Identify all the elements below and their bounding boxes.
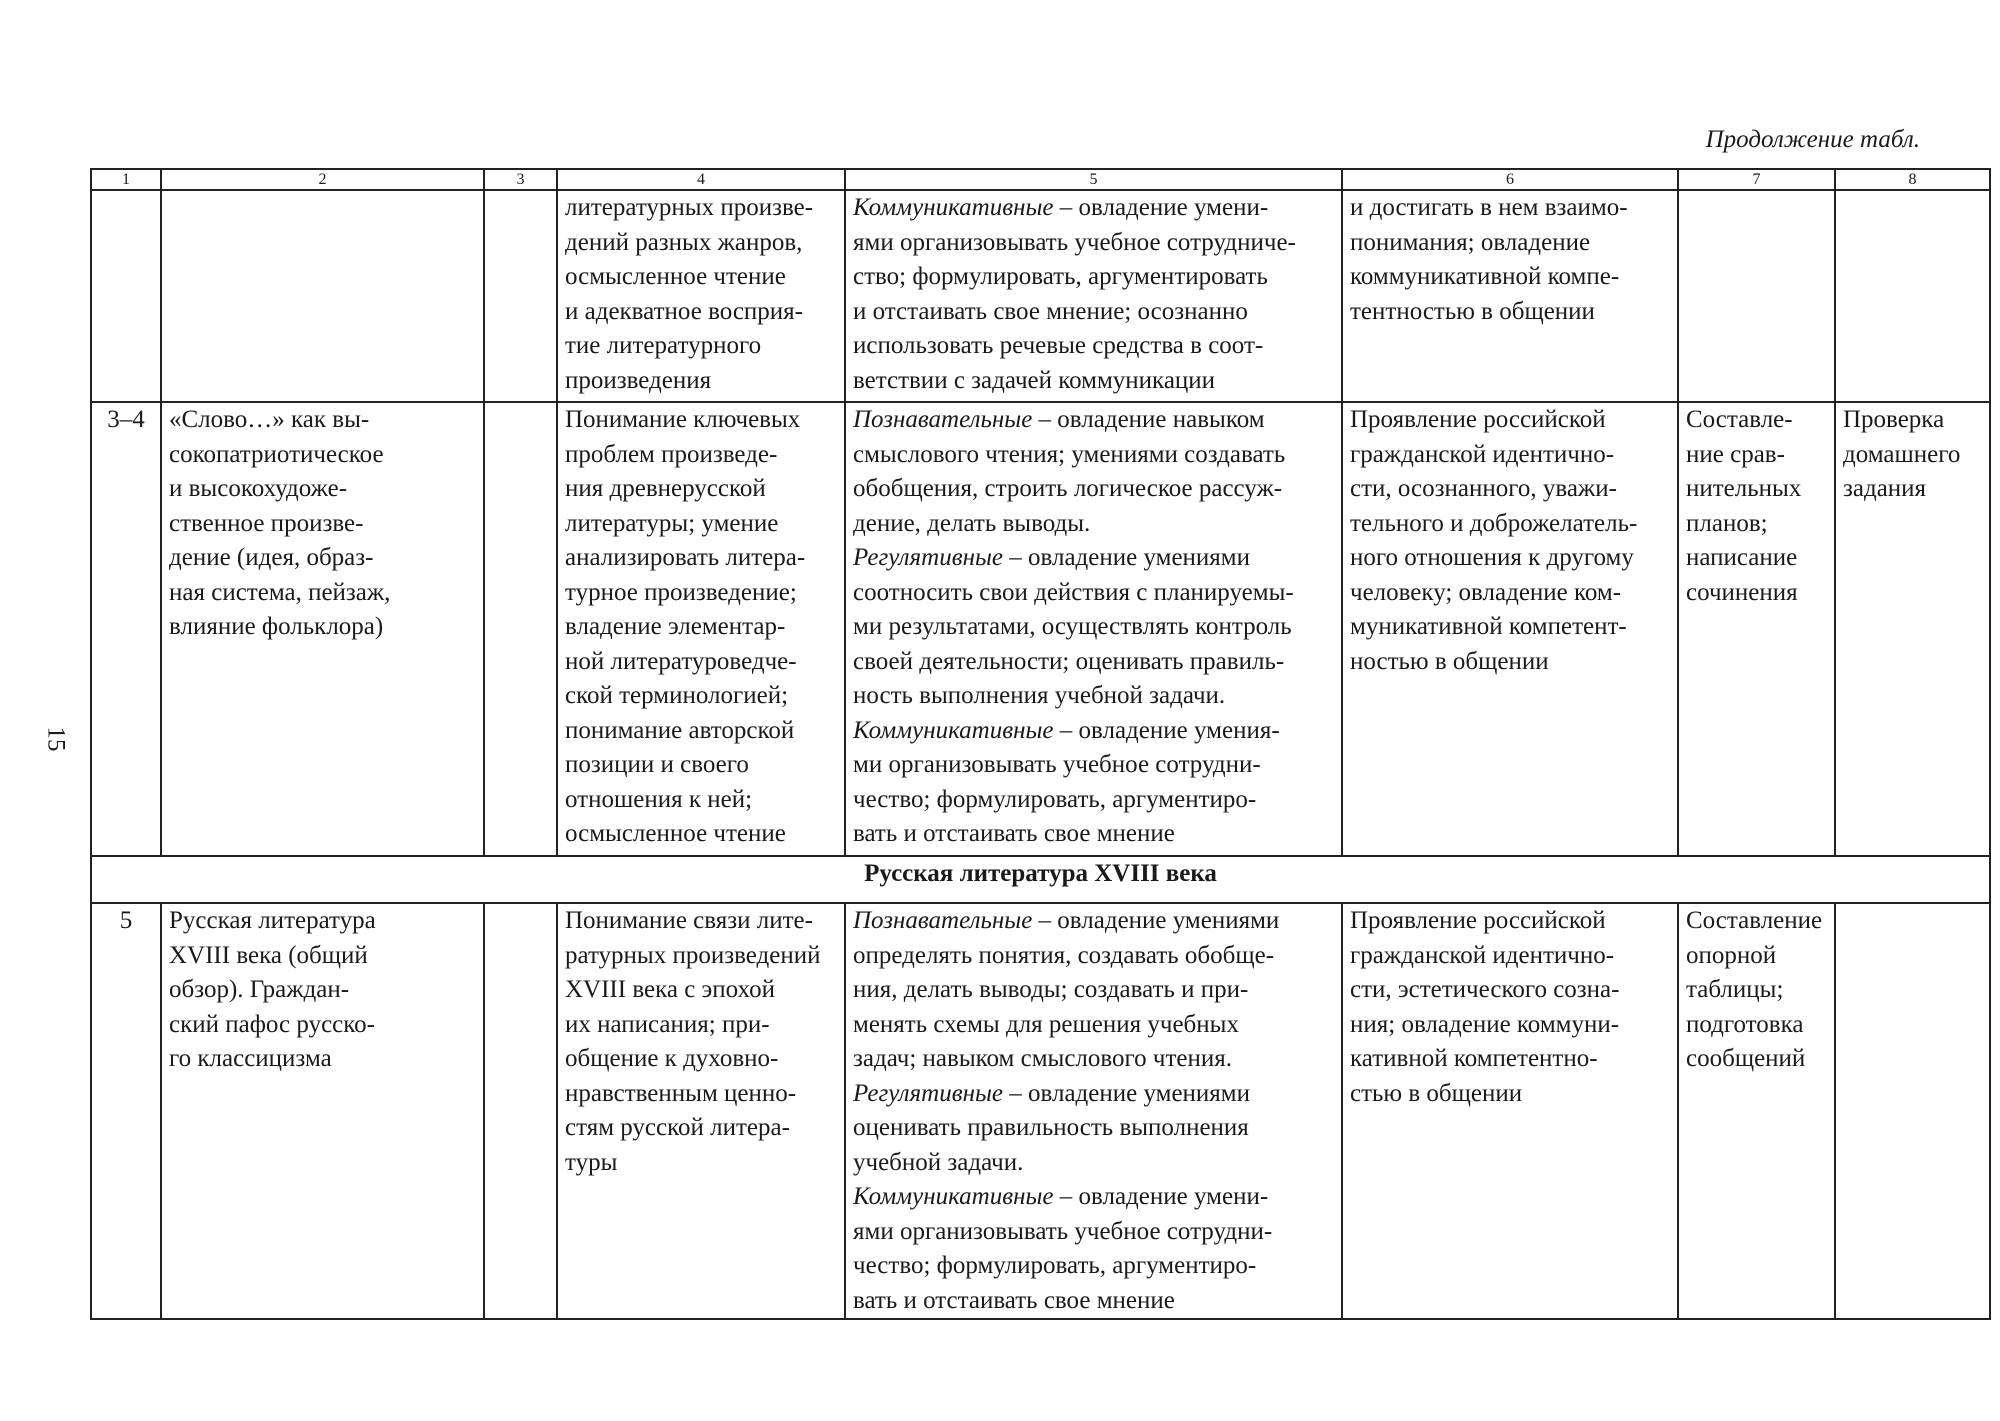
hours-cell xyxy=(484,903,557,1319)
topic-cell xyxy=(161,903,484,1319)
cell-text-line: ский пафос русско- xyxy=(169,1010,375,1038)
cell-text-line: нительных xyxy=(1686,475,1802,502)
cell-text-line: обзор). Граждан- xyxy=(169,976,350,1003)
cell-text-line: написание xyxy=(1686,544,1798,571)
column-number: 8 xyxy=(1835,169,1990,190)
meta-results-cell xyxy=(845,402,1342,856)
subject-results-cell xyxy=(557,402,845,856)
cell-text-line: ями организовывать учебное сотрудни- xyxy=(853,1217,1273,1245)
subject-results-cell xyxy=(557,190,845,402)
table-row xyxy=(91,402,1990,856)
meta-result-label: Коммуникативные xyxy=(853,1183,1054,1210)
cell-text-line: задач; навыком смыслового чтения. xyxy=(853,1045,1233,1072)
activities-cell xyxy=(1678,190,1835,402)
cell-text-line: и отстаивать свое мнение; осознанно xyxy=(853,297,1248,325)
meta-result-first-line xyxy=(853,191,1334,226)
meta-result-label: Коммуникативные xyxy=(853,716,1054,744)
meta-result-text: – овладение умени- xyxy=(1053,194,1269,221)
personal-results-cell xyxy=(1342,903,1678,1319)
cell-text-line: ми результатами, осуществлять контроль xyxy=(853,613,1292,640)
cell-text-line: человеку; овладение ком- xyxy=(1350,578,1622,606)
control-cell xyxy=(1835,402,1990,856)
topic-cell xyxy=(161,190,484,402)
cell-text-line: гражданской идентично- xyxy=(1350,440,1615,468)
cell-text-line: кативной компетентно- xyxy=(1350,1045,1598,1072)
cell-text-line: ного отношения к другому xyxy=(1350,544,1634,571)
cell-text-line: ностью в общении xyxy=(1350,647,1549,675)
column-number: 1 xyxy=(91,169,161,190)
cell-text-line: и адекватное восприя- xyxy=(565,297,804,325)
cell-text-line: смыслового чтения; умениями создавать xyxy=(853,440,1286,468)
cell-text-line: осмысленное чтение xyxy=(565,263,786,290)
cell-text-line: ственное произве- xyxy=(169,509,364,537)
cell-text-line: и высокохудоже- xyxy=(169,475,348,502)
cell-text-line: Составле- xyxy=(1686,406,1793,433)
cell-text-line: дение, делать выводы. xyxy=(853,509,1091,537)
column-number: 6 xyxy=(1342,169,1678,190)
cell-text-line: сти, осознанного, уважи- xyxy=(1350,475,1617,502)
cell-text-line: произведения xyxy=(565,366,712,394)
cell-text-line: проблем произведе- xyxy=(565,440,778,468)
column-number: 4 xyxy=(557,169,845,190)
cell-text-line: вать и отстаивать свое мнение xyxy=(853,1286,1175,1314)
cell-text-line: менять схемы для решения учебных xyxy=(853,1010,1239,1038)
lesson-plan-table xyxy=(90,168,1991,1320)
activities-cell xyxy=(1678,903,1835,1319)
cell-text-line: Понимание связи лите- xyxy=(565,907,813,934)
lesson-number-cell: 5 xyxy=(91,903,161,1319)
cell-text-line: ная система, пейзаж, xyxy=(169,578,391,606)
hours-cell xyxy=(484,402,557,856)
column-number: 7 xyxy=(1678,169,1835,190)
meta-result-first-line xyxy=(853,904,1334,939)
cell-text-line: общение к духовно- xyxy=(565,1045,779,1072)
cell-text-line: отношения к ней; xyxy=(565,785,753,813)
cell-text-line: ния древнерусской xyxy=(565,475,766,502)
personal-results-cell xyxy=(1342,402,1678,856)
cell-text-line: стью в общении xyxy=(1350,1079,1523,1107)
cell-text-line: ность выполнения учебной задачи. xyxy=(853,682,1226,709)
lesson-number-cell: 3–4 xyxy=(91,402,161,856)
cell-text-line: сти, эстетического созна- xyxy=(1350,976,1620,1003)
cell-text-line: XVIII века (общий xyxy=(169,941,368,969)
activities-cell xyxy=(1678,402,1835,856)
cell-text-line: «Слово…» как вы- xyxy=(169,406,370,433)
meta-result-label: Познавательные xyxy=(853,406,1033,433)
meta-result-text: – овладение умениями xyxy=(1032,907,1280,934)
cell-text-line: ной литературоведче- xyxy=(565,647,797,675)
cell-text-line: их написания; при- xyxy=(565,1010,770,1038)
cell-text-line: гражданской идентично- xyxy=(1350,941,1615,969)
cell-text-line: обобщения, строить логическое рассуж- xyxy=(853,475,1283,502)
cell-text-line: чество; формулировать, аргументиро- xyxy=(853,785,1257,813)
lesson-number-cell xyxy=(91,190,161,402)
column-number: 3 xyxy=(484,169,557,190)
cell-text-line: понимания; овладение xyxy=(1350,228,1591,256)
column-number-row xyxy=(91,169,1990,190)
cell-text-line: литературы; умение xyxy=(565,509,779,537)
meta-result-first-line xyxy=(853,714,1334,749)
cell-text-line: ратурных произведений xyxy=(565,941,821,969)
meta-result-label: Регулятивные xyxy=(853,544,1003,571)
cell-text-line: чество; формулировать, аргументиро- xyxy=(853,1252,1257,1279)
cell-text-line: вать и отстаивать свое мнение xyxy=(853,820,1175,847)
cell-text-line: оценивать правильность выполнения xyxy=(853,1114,1249,1141)
meta-result-text: – овладение навыком xyxy=(1032,406,1265,433)
meta-result-text: – овладение умениями xyxy=(1003,544,1251,571)
cell-text-line: го классицизма xyxy=(169,1045,332,1072)
control-cell xyxy=(1835,190,1990,402)
meta-result-label: Познавательные xyxy=(853,907,1033,934)
cell-text-line: осмысленное чтение xyxy=(565,820,786,847)
control-cell xyxy=(1835,903,1990,1319)
meta-result-first-line xyxy=(853,541,1334,576)
cell-text-line: анализировать литера- xyxy=(565,544,806,571)
cell-text-line: Проявление российской xyxy=(1350,907,1606,934)
cell-text-line: литературных произве- xyxy=(565,194,814,221)
topic-cell xyxy=(161,402,484,856)
cell-text-line: владение элементар- xyxy=(565,613,786,640)
meta-result-first-line xyxy=(853,1180,1334,1215)
cell-text-line: опорной xyxy=(1686,941,1777,969)
cell-text-line: тентностью в общении xyxy=(1350,297,1595,325)
cell-text-line: муникативной компетент- xyxy=(1350,613,1627,640)
cell-text-line: тельного и доброжелатель- xyxy=(1350,509,1638,537)
cell-text-line: Понимание ключевых xyxy=(565,406,801,433)
cell-text-line: ния; овладение коммуни- xyxy=(1350,1010,1620,1038)
cell-text-line: домашнего xyxy=(1843,440,1961,468)
cell-text-line: сокопатриотическое xyxy=(169,440,384,468)
cell-text-line: своей деятельности; оценивать правиль- xyxy=(853,647,1285,675)
cell-text-line: использовать речевые средства в соот- xyxy=(853,332,1264,359)
cell-text-line: Проверка xyxy=(1843,406,1945,433)
cell-text-line: и достигать в нем взаимо- xyxy=(1350,194,1628,221)
cell-text-line: Русская литература xyxy=(169,907,376,934)
meta-result-text: – овладение умениями xyxy=(1003,1079,1251,1107)
column-number: 2 xyxy=(161,169,484,190)
cell-text-line: сочинения xyxy=(1686,578,1798,606)
cell-text-line: сообщений xyxy=(1686,1045,1806,1072)
cell-text-line: определять понятия, создавать обобще- xyxy=(853,941,1275,969)
column-number: 5 xyxy=(845,169,1342,190)
cell-text-line: XVIII века с эпохой xyxy=(565,976,775,1003)
cell-text-line: планов; xyxy=(1686,509,1768,537)
cell-text-line: подготовка xyxy=(1686,1010,1804,1038)
meta-result-label: Коммуникативные xyxy=(853,194,1054,221)
meta-results-cell xyxy=(845,190,1342,402)
subject-results-cell xyxy=(557,903,845,1319)
cell-text-line: понимание авторской xyxy=(565,716,795,744)
meta-results-cell xyxy=(845,903,1342,1319)
cell-text-line: стям русской литера- xyxy=(565,1114,790,1141)
cell-text-line: нравственным ценно- xyxy=(565,1079,797,1107)
cell-text-line: позиции и своего xyxy=(565,751,749,778)
cell-text-line: тие литературного xyxy=(565,332,762,359)
table-row xyxy=(91,190,1990,402)
section-row xyxy=(91,856,1990,903)
cell-text-line: Составление xyxy=(1686,907,1823,934)
table-continuation-caption: Продолжение табл. xyxy=(1705,126,1920,153)
cell-text-line: ство; формулировать, аргументировать xyxy=(853,263,1268,290)
meta-result-label: Регулятивные xyxy=(853,1079,1003,1107)
cell-text-line: дений разных жанров, xyxy=(565,228,803,256)
meta-result-first-line xyxy=(853,1077,1334,1112)
cell-text-line: ской терминологией; xyxy=(565,682,789,709)
meta-result-first-line xyxy=(853,403,1334,438)
cell-text-line: таблицы; xyxy=(1686,976,1784,1003)
meta-result-text: – овладение умения- xyxy=(1053,716,1280,744)
cell-text-line: учебной задачи. xyxy=(853,1148,1024,1176)
page-number: 15 xyxy=(42,726,70,752)
section-title: Русская литература XVIII века xyxy=(91,856,1990,903)
cell-text-line: ями организовывать учебное сотрудниче- xyxy=(853,228,1296,256)
table-row xyxy=(91,903,1990,1319)
hours-cell xyxy=(484,190,557,402)
cell-text-line: туры xyxy=(565,1148,618,1176)
meta-result-text: – овладение умени- xyxy=(1053,1183,1269,1210)
cell-text-line: задания xyxy=(1843,475,1927,502)
cell-text-line: ми организовывать учебное сотрудни- xyxy=(853,751,1261,778)
cell-text-line: турное произведение; xyxy=(565,578,797,606)
cell-text-line: влияние фольклора) xyxy=(169,613,384,640)
cell-text-line: ние срав- xyxy=(1686,440,1785,468)
cell-text-line: Проявление российской xyxy=(1350,406,1606,433)
cell-text-line: дение (идея, образ- xyxy=(169,544,374,571)
cell-text-line: соотносить свои действия с планируемы- xyxy=(853,578,1294,606)
cell-text-line: ния, делать выводы; создавать и при- xyxy=(853,976,1249,1003)
personal-results-cell xyxy=(1342,190,1678,402)
cell-text-line: коммуникативной компе- xyxy=(1350,263,1620,290)
cell-text-line: ветствии с задачей коммуникации xyxy=(853,366,1216,394)
